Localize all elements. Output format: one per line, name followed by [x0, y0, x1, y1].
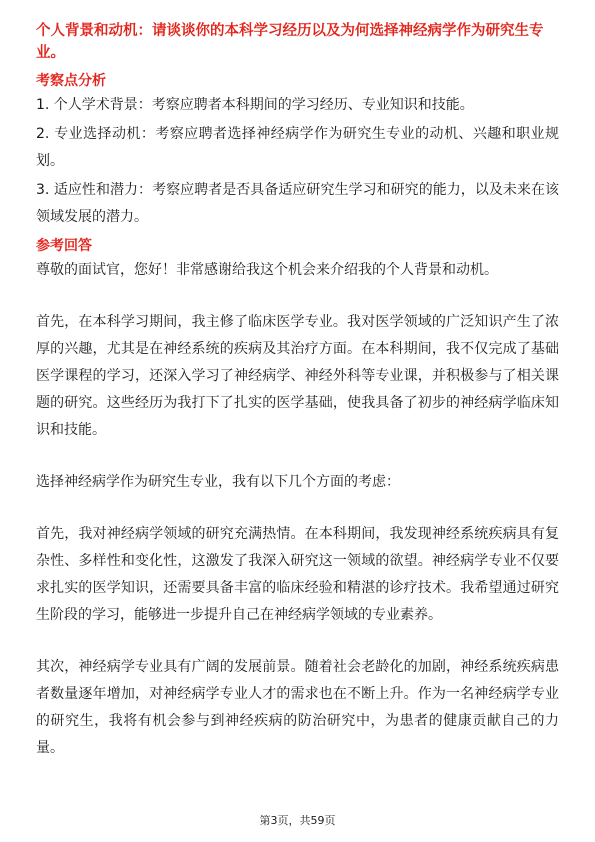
answer-paragraph: 选择神经病学作为研究生专业，我有以下几个方面的考虑：: [36, 474, 400, 490]
analysis-item: 2. 专业选择动机：考察应聘者选择神经病学作为研究生专业的动机、兴趣和职业规划。: [36, 126, 559, 169]
analysis-list: [36, 92, 559, 231]
page-content: [36, 20, 559, 762]
answer-paragraph: 尊敬的面试官，您好！非常感谢给我这个机会来介绍我的个人背景和动机。: [36, 262, 498, 278]
answer-paragraph: 其次，神经病学专业具有广阔的发展前景。随着社会老龄化的加剧，神经系统疾病患者数量逐年增加，对神经病学专业人才的需求也在不断上升。作为一名神经病学专业的研究生，我将有机会参与到神经疾病的防治研究中，为患者的健康贡献自己的力量。: [36, 659, 559, 756]
page-number: 第3页，共59页: [259, 814, 336, 827]
answer-heading: 参考回答: [36, 238, 92, 254]
answer-paragraph: 首先，在本科学习期间，我主修了临床医学专业。我对医学领域的广泛知识产生了浓厚的兴趣，尤其是在神经系统的疾病及其治疗方面。在本科期间，我不仅完成了基础医学课程的学习，还深入学习了神经病学、神经外科等专业课，并积极参与了相关课题的研究。这些经历为我打下了扎实的医学基础，使我具备了初步的神经病学临床知识和技能。: [36, 314, 559, 438]
answer-paragraph: 首先，我对神经病学领域的研究充满热情。在本科期间，我发现神经系统疾病具有复杂性、多样性和变化性，这激发了我深入研究这一领域的欲望。神经病学专业不仅要求扎实的医学知识，还需要具备丰富的临床经验和精湛的诊疗技术。我希望通过研究生阶段的学习，能够进一步提升自己在神经病学领域的专业素养。: [36, 526, 559, 623]
answer-body: [36, 257, 559, 762]
question-title: 个人背景和动机：请谈谈你的本科学习经历以及为何选择神经病学作为研究生专业。: [36, 23, 544, 61]
analysis-heading: 考察点分析: [36, 73, 106, 89]
analysis-item: 3. 适应性和潜力：考察应聘者是否具备适应研究生学习和研究的能力，以及未来在该领域发展的潜力。: [36, 182, 559, 225]
analysis-item: 1. 个人学术背景：考察应聘者本科期间的学习经历、专业知识和技能。: [36, 97, 474, 113]
